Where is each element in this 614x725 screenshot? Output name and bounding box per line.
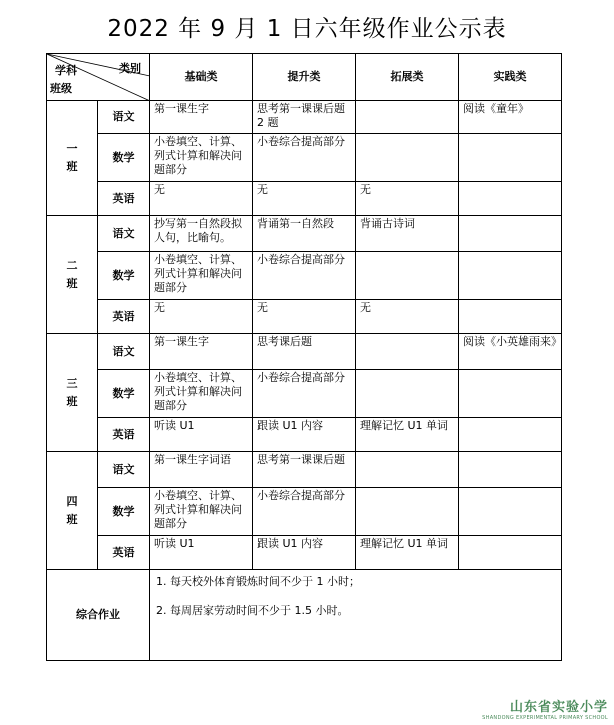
extend-cell xyxy=(356,452,459,488)
class-name-cell: 一 班 xyxy=(47,101,98,216)
table-row xyxy=(47,101,562,134)
subject-cell: 语文 xyxy=(98,216,150,252)
practice-cell xyxy=(459,418,562,452)
summary-item: 2. 每周居家劳动时间不少于 1.5 小时。 xyxy=(156,604,349,617)
practice-cell xyxy=(459,370,562,418)
school-logo-name: 山东省实验小学 xyxy=(509,700,608,715)
subject-cell: 英语 xyxy=(98,182,150,216)
practice-cell: 阅读《小英雄雨来》 xyxy=(459,334,562,370)
subject-cell: 英语 xyxy=(98,418,150,452)
practice-cell: 阅读《童年》 xyxy=(459,101,562,134)
table-row xyxy=(47,182,562,216)
practice-cell xyxy=(459,182,562,216)
practice-cell xyxy=(459,134,562,182)
practice-cell xyxy=(459,300,562,334)
practice-cell xyxy=(459,216,562,252)
column-header-basic: 基础类 xyxy=(150,54,253,101)
improve-cell: 思考第一课课后题 2 题 xyxy=(253,101,356,134)
table-row xyxy=(47,488,562,536)
corner-category-label: 类别 xyxy=(119,62,141,75)
table-row xyxy=(47,134,562,182)
extend-cell xyxy=(356,252,459,300)
subject-cell: 英语 xyxy=(98,536,150,570)
extend-cell: 无 xyxy=(356,182,459,216)
improve-cell: 思考课后题 xyxy=(253,334,356,370)
table-row xyxy=(47,452,562,488)
improve-cell: 无 xyxy=(253,182,356,216)
extend-cell: 理解记忆 U1 单词 xyxy=(356,418,459,452)
subject-cell: 数学 xyxy=(98,488,150,536)
basic-cell: 小卷填空、计算、列式计算和解决问题部分 xyxy=(150,252,253,300)
subject-cell: 语文 xyxy=(98,452,150,488)
summary-item: 1. 每天校外体育锻炼时间不少于 1 小时； xyxy=(156,575,360,588)
improve-cell: 跟读 U1 内容 xyxy=(253,418,356,452)
table-row xyxy=(47,418,562,452)
basic-cell: 听读 U1 xyxy=(150,418,253,452)
extend-cell xyxy=(356,334,459,370)
subject-cell: 数学 xyxy=(98,252,150,300)
column-header-extend: 拓展类 xyxy=(356,54,459,101)
improve-cell: 小卷综合提高部分 xyxy=(253,134,356,182)
school-logo-english: SHANDONG EXPERIMENTAL PRIMARY SCHOOL xyxy=(482,715,608,721)
table-row xyxy=(47,300,562,334)
extend-cell xyxy=(356,370,459,418)
homework-table xyxy=(46,53,562,661)
summary-label: 综合作业 xyxy=(47,570,150,661)
extend-cell: 无 xyxy=(356,300,459,334)
basic-cell: 小卷填空、计算、列式计算和解决问题部分 xyxy=(150,488,253,536)
subject-cell: 数学 xyxy=(98,134,150,182)
column-header-improve: 提升类 xyxy=(253,54,356,101)
subject-cell: 语文 xyxy=(98,101,150,134)
basic-cell: 无 xyxy=(150,182,253,216)
extend-cell xyxy=(356,488,459,536)
corner-class-label: 班级 xyxy=(50,82,72,95)
improve-cell: 无 xyxy=(253,300,356,334)
basic-cell: 无 xyxy=(150,300,253,334)
improve-cell: 小卷综合提高部分 xyxy=(253,370,356,418)
improve-cell: 小卷综合提高部分 xyxy=(253,488,356,536)
improve-cell: 小卷综合提高部分 xyxy=(253,252,356,300)
subject-cell: 语文 xyxy=(98,334,150,370)
class-name-cell: 三 班 xyxy=(47,334,98,452)
improve-cell: 思考第一课课后题 xyxy=(253,452,356,488)
corner-subject-label: 学科 xyxy=(55,64,77,77)
table-row xyxy=(47,216,562,252)
basic-cell: 听读 U1 xyxy=(150,536,253,570)
table-row xyxy=(47,252,562,300)
basic-cell: 小卷填空、计算、列式计算和解决问题部分 xyxy=(150,370,253,418)
school-logo xyxy=(482,696,608,721)
table-row xyxy=(47,334,562,370)
extend-cell: 理解记忆 U1 单词 xyxy=(356,536,459,570)
basic-cell: 抄写第一自然段拟人句，比喻句。 xyxy=(150,216,253,252)
improve-cell: 背诵第一自然段 xyxy=(253,216,356,252)
improve-cell: 跟读 U1 内容 xyxy=(253,536,356,570)
subject-cell: 数学 xyxy=(98,370,150,418)
header-corner-cell xyxy=(47,54,150,101)
table-row xyxy=(47,536,562,570)
basic-cell: 第一课生字词语 xyxy=(150,452,253,488)
practice-cell xyxy=(459,488,562,536)
practice-cell xyxy=(459,536,562,570)
class-name-cell: 四 班 xyxy=(47,452,98,570)
column-header-practice: 实践类 xyxy=(459,54,562,101)
extend-cell xyxy=(356,134,459,182)
basic-cell: 第一课生字 xyxy=(150,334,253,370)
table-row xyxy=(47,370,562,418)
summary-content xyxy=(150,570,562,661)
page-title: 2022 年 9 月 1 日六年级作业公示表 xyxy=(107,16,507,42)
basic-cell: 第一课生字 xyxy=(150,101,253,134)
basic-cell: 小卷填空、计算、列式计算和解决问题部分 xyxy=(150,134,253,182)
practice-cell xyxy=(459,452,562,488)
subject-cell: 英语 xyxy=(98,300,150,334)
extend-cell: 背诵古诗词 xyxy=(356,216,459,252)
extend-cell xyxy=(356,101,459,134)
class-name-cell: 二 班 xyxy=(47,216,98,334)
practice-cell xyxy=(459,252,562,300)
